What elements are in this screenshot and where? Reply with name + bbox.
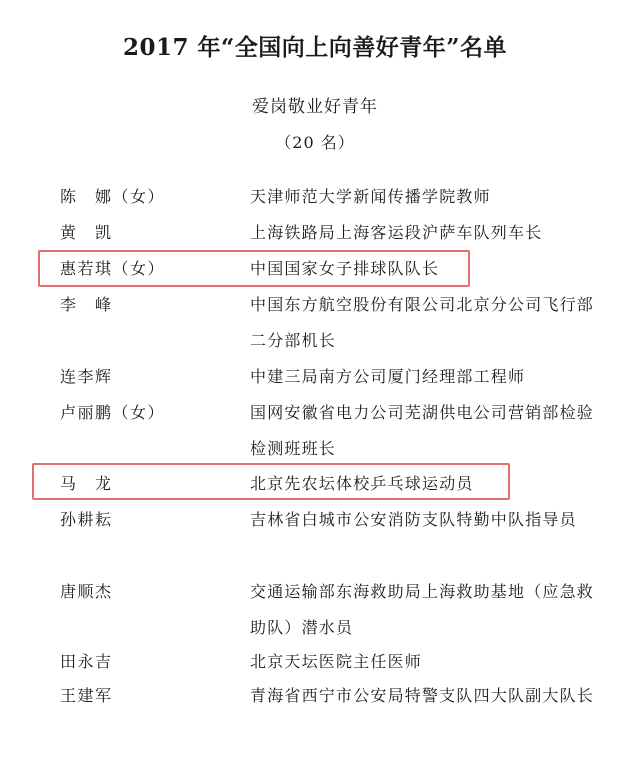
- category-heading: 爱岗敬业好青年: [252, 97, 378, 117]
- entry-name: 陈 娜（女）: [60, 187, 166, 206]
- entry-name: 连李辉: [60, 367, 113, 386]
- entry-description: 上海铁路局上海客运段沪萨车队列车长: [250, 223, 543, 242]
- entry-description: 中建三局南方公司厦门经理部工程师: [250, 367, 526, 386]
- entry-name: 田永吉: [60, 652, 113, 671]
- entry-description: 青海省西宁市公安局特警支队四大队副大队长: [250, 686, 595, 705]
- entry-description: 天津师范大学新闻传播学院教师: [250, 187, 491, 206]
- entry-name: 王建军: [60, 686, 113, 705]
- entry-description: 中国国家女子排球队队长: [250, 259, 440, 278]
- entry-name: 马 龙: [60, 474, 113, 493]
- entry-description: 北京天坛医院主任医师: [250, 652, 423, 671]
- entry-description: 吉林省白城市公安消防支队特勤中队指导员: [250, 510, 577, 529]
- entry-description: 国网安徽省电力公司芜湖供电公司营销部检验检测班班长: [250, 403, 595, 458]
- entry-description: 中国东方航空股份有限公司北京分公司飞行部二分部机长: [250, 295, 595, 350]
- entry-description: 交通运输部东海救助局上海救助基地（应急救助队）潜水员: [250, 582, 595, 637]
- entry-name: 黄 凯: [60, 223, 113, 242]
- entry-name: 李 峰: [60, 295, 113, 314]
- document-title: 2017 年“全国向上向善好青年”名单: [123, 34, 507, 61]
- entry-name: 孙耕耘: [60, 510, 113, 529]
- category-count: （20 名）: [275, 133, 355, 152]
- entry-description: 北京先农坛体校乒乓球运动员: [250, 474, 474, 493]
- entry-name: 卢丽鹏（女）: [60, 403, 166, 422]
- entry-name: 惠若琪（女）: [60, 259, 166, 278]
- entry-name: 唐顺杰: [60, 582, 113, 601]
